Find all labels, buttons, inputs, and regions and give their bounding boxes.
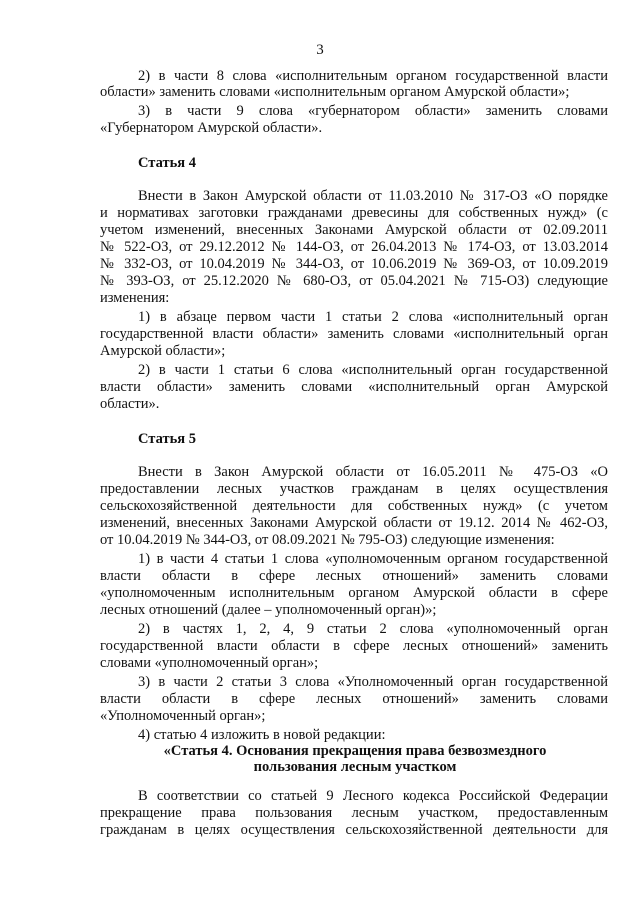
page-number: 3: [316, 42, 324, 58]
paragraph-line: «Губернатором Амурской области».: [100, 120, 323, 136]
paragraph-line: 2) в части 8 слова «исполнительным органом государственной власти: [138, 68, 608, 84]
quoted-article-heading: «Статья 4. Основания прекращения права безвозмездного: [163, 743, 547, 759]
paragraph-line: предоставлении лесных участков гражданам в целях осуществления: [100, 481, 608, 497]
paragraph-line: от 10.04.2019 № 344-ОЗ, от 08.09.2021 № 795-ОЗ) следующие изменения:: [100, 532, 555, 548]
paragraph-line: 3) в части 9 слова «губернатором области» заменить словами: [138, 103, 608, 119]
paragraph-line: 1) в части 4 статьи 1 слова «уполномоченным органом государственной: [138, 551, 608, 567]
paragraph-line: сельскохозяйственной деятельности для собственных нужд» (с учетом: [100, 498, 608, 514]
paragraph-line: 2) в частях 1, 2, 4, 9 статьи 2 слова «уполномоченный орган: [138, 621, 608, 637]
paragraph-line: власти области» заменить словами «исполнительный орган Амурской: [100, 379, 608, 395]
paragraph-line: власти области в сфере лесных отношений» заменить словами: [100, 568, 608, 584]
paragraph-line: «уполномоченным исполнительным органом Амурской области в сфере: [100, 585, 608, 601]
quoted-article-heading: пользования лесным участком: [253, 759, 457, 775]
paragraph-line: изменений, внесенных Законами Амурской области от 19.12. 2014 № 462-ОЗ,: [100, 515, 608, 531]
paragraph-line: власти области в сфере лесных отношений» заменить словами: [100, 691, 608, 707]
paragraph-line: лесных отношений (далее – уполномоченный орган)»;: [100, 602, 437, 618]
paragraph-line: и нормативах заготовки гражданами древесины для собственных нужд» (с: [100, 205, 608, 221]
paragraph-line: области».: [100, 396, 160, 412]
paragraph-line: Амурской области»;: [100, 343, 226, 359]
paragraph-line: Внести в Закон Амурской области от 16.05.2011 № 475-ОЗ «О: [138, 464, 608, 480]
paragraph-line: государственной власти области» заменить словами «исполнительный орган: [100, 326, 608, 342]
paragraph-line: 3) в части 2 статьи 3 слова «Уполномоченный орган государственной: [138, 674, 608, 690]
paragraph-line: словами «уполномоченный орган»;: [100, 655, 319, 671]
paragraph-line: учетом изменений, внесенных Законами Амурской области от 02.09.2011: [100, 222, 608, 238]
paragraph-line: № 393-ОЗ, от 25.12.2020 № 680-ОЗ, от 05.04.2021 № 715-ОЗ) следующие: [100, 273, 608, 289]
paragraph-line: области» заменить словами «исполнительным органом Амурской области»;: [100, 84, 570, 100]
article-heading: Статья 5: [138, 431, 196, 447]
article-heading: Статья 4: [138, 155, 196, 171]
paragraph-line: государственной власти области в сфере лесных отношений» заменить: [100, 638, 608, 654]
paragraph-line: 2) в части 1 статьи 6 слова «исполнительный орган государственной: [138, 362, 608, 378]
paragraph-line: № 522-ОЗ, от 29.12.2012 № 144-ОЗ, от 26.04.2013 № 174-ОЗ, от 13.03.2014: [100, 239, 608, 255]
paragraph-line: изменения:: [100, 290, 170, 306]
paragraph-line: «Уполномоченный орган»;: [100, 708, 266, 724]
paragraph-line: 4) статью 4 изложить в новой редакции:: [138, 727, 386, 743]
paragraph-line: прекращение права пользования лесным участком, предоставленным: [100, 805, 608, 821]
paragraph-line: 1) в абзаце первом части 1 статьи 2 слова «исполнительный орган: [138, 309, 608, 325]
paragraph-line: Внести в Закон Амурской области от 11.03.2010 № 317-ОЗ «О порядке: [138, 188, 608, 204]
paragraph-line: гражданам в целях осуществления сельскохозяйственной деятельности для: [100, 822, 608, 838]
paragraph-line: В соответствии со статьей 9 Лесного кодекса Российской Федерации: [138, 788, 608, 804]
paragraph-line: № 332-ОЗ, от 10.04.2019 № 344-ОЗ, от 10.06.2019 № 369-ОЗ, от 10.09.2019: [100, 256, 608, 272]
